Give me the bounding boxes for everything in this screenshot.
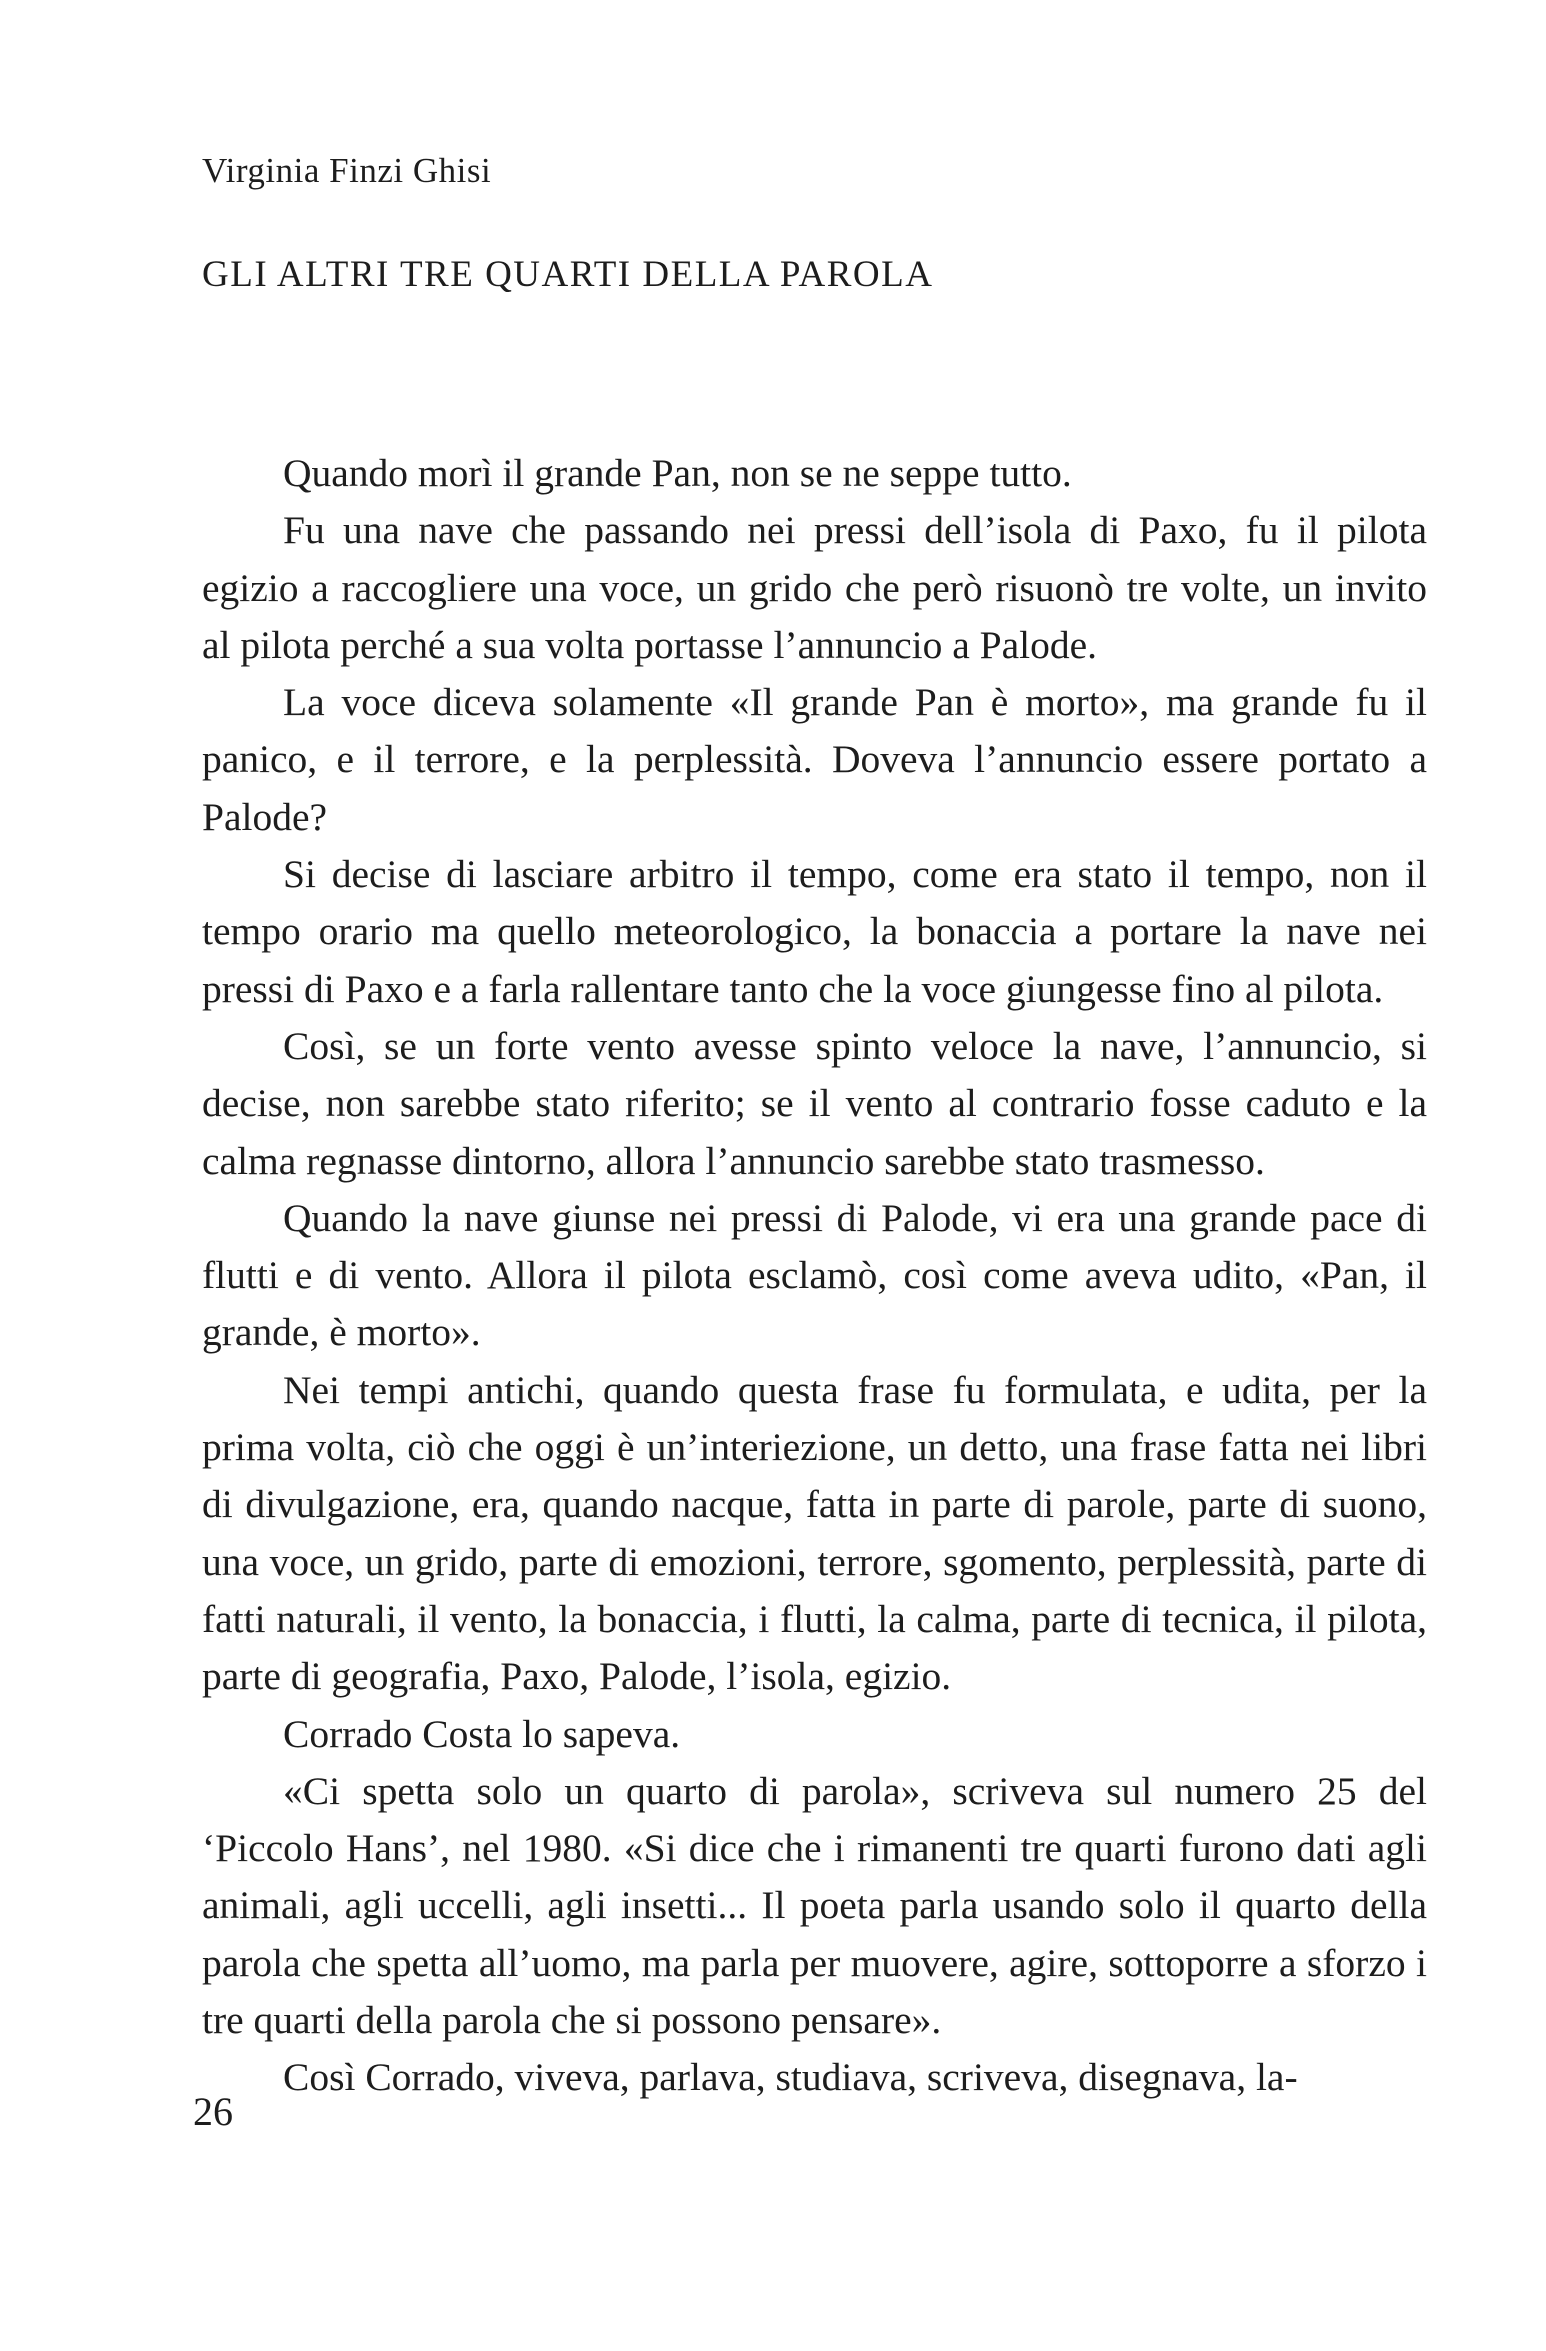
paragraph: Così, se un forte vento avesse spinto veloce la nave, l’annuncio, si decise, non sarebbe stato riferito; se il vento al contrario fosse caduto e la calma regnasse dintorno, allora l’annuncio sarebbe stato trasmesso. [202,1023,1427,1183]
paragraph: Così Corrado, viveva, parlava, studiava, scriveva, disegnava, la- [283,2055,1298,2100]
page-number: 26 [193,2089,233,2134]
paragraph: «Ci spetta solo un quarto di parola», scriveva sul numero 25 del ‘Piccolo Hans’, nel 1980. «Si dice che i rimanenti tre quarti furono dati agli animali, agli uccelli, agli insetti... Il poeta parla usando solo il quarto della parola che spetta all’uomo, ma parla per muovere, agire, sottoporre a sforzo i tre quarti della parola che si possono pensare». [202,1768,1427,2043]
paragraph: Fu una nave che passando nei pressi dell’isola di Paxo, fu il pilota egizio a raccogliere una voce, un grido che però risuonò tre volte, un invito al pilota perché a sua volta portasse l’annuncio a Palode. [202,508,1427,667]
paragraph: Quando la nave giunse nei pressi di Palode, vi era una grande pace di flutti e di vento. Allora il pilota esclamò, così come aveva udito, «Pan, il grande, è morto». [202,1195,1427,1355]
paragraph: Corrado Costa lo sapeva. [283,1711,681,1756]
paragraph: Quando morì il grande Pan, non se ne seppe tutto. [283,451,1072,495]
paragraph: Si decise di lasciare arbitro il tempo, come era stato il tempo, non il tempo orario ma quello meteorologico, la bonaccia a portare la nave nei pressi di Paxo e a farla rallentare tanto che la voce giungesse fino al pilota. [202,852,1427,1011]
body-text [202,445,1427,2107]
essay-title: GLI ALTRI TRE QUARTI DELLA PAROLA [202,254,934,295]
paragraph: La voce diceva solamente «Il grande Pan è morto», ma grande fu il panico, e il terrore, e la perplessità. Doveva l’annuncio essere portato a Palode? [202,680,1427,839]
paragraph: Nei tempi antichi, quando questa frase fu formulata, e udita, per la prima volta, ciò che oggi è un’interiezione, un detto, una frase fatta nei libri di divulgazione, era, quando nacque, fatta in parte di parole, parte di suono, una voce, un grido, parte di emozioni, terrore, sgomento, perplessità, parte di fatti naturali, il vento, la bonaccia, i flutti, la calma, parte di tecnica, il pilota, parte di geografia, Paxo, Palode, l’isola, egizio. [202,1367,1427,1699]
author-name: Virginia Finzi Ghisi [202,151,492,190]
